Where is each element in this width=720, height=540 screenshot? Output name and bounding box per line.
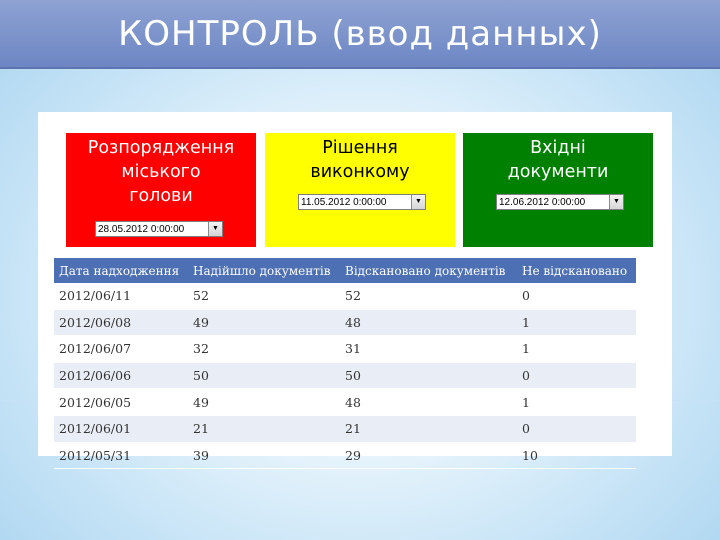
cell-not-scanned: 10: [522, 447, 538, 463]
table-row: [54, 310, 636, 337]
cell-not-scanned: 0: [522, 368, 530, 384]
cell-scanned: 48: [345, 314, 361, 330]
cell-date: 2012/06/05: [59, 394, 132, 410]
date-select-executive-decisions[interactable]: [298, 194, 426, 210]
box-label-line: міського: [121, 162, 201, 182]
box-label-line: голови: [129, 186, 193, 206]
cell-not-scanned: 0: [522, 421, 530, 437]
cell-not-scanned: 1: [522, 394, 530, 410]
date-select-value: 28.05.2012 0:00:00: [98, 224, 185, 235]
cell-date: 2012/05/31: [59, 447, 132, 463]
column-header-date[interactable]: Дата надходження: [59, 263, 180, 278]
content-panel: [38, 112, 672, 463]
box-label-line: документи: [507, 162, 609, 182]
box-label: [463, 133, 653, 184]
box-incoming-documents: [463, 133, 653, 247]
column-header-received[interactable]: Надійшло документів: [193, 263, 331, 278]
cell-received: 49: [193, 314, 209, 330]
box-label-line: Розпорядження: [87, 138, 235, 158]
cell-received: 32: [193, 341, 209, 357]
page-title: КОНТРОЛЬ (ввод данных): [118, 13, 602, 54]
cell-date: 2012/06/11: [59, 288, 132, 304]
box-label-line: виконкому: [310, 162, 410, 182]
cell-not-scanned: 1: [522, 314, 530, 330]
table-header: [54, 258, 636, 283]
cell-received: 50: [193, 368, 209, 384]
table-row: [54, 283, 636, 310]
chevron-down-icon[interactable]: ▼: [609, 195, 623, 209]
date-select-value: 11.05.2012 0:00:00: [301, 197, 387, 208]
cell-not-scanned: 1: [522, 341, 530, 357]
cell-scanned: 50: [345, 368, 361, 384]
box-label: [66, 133, 256, 208]
cell-date: 2012/06/06: [59, 368, 132, 384]
chevron-down-icon[interactable]: ▼: [208, 222, 222, 236]
table-row: [54, 416, 636, 443]
table-row: [54, 443, 636, 470]
cell-received: 21: [193, 421, 209, 437]
cell-scanned: 31: [345, 341, 361, 357]
box-label-line: Рішення: [322, 138, 398, 158]
cell-scanned: 52: [345, 288, 361, 304]
column-header-not-scanned[interactable]: Не відскановано: [522, 263, 628, 278]
cell-received: 39: [193, 447, 209, 463]
chevron-down-icon[interactable]: ▼: [411, 195, 425, 209]
cell-not-scanned: 0: [522, 288, 530, 304]
cell-scanned: 29: [345, 447, 361, 463]
date-select-incoming-documents[interactable]: [496, 194, 624, 210]
cell-received: 52: [193, 288, 209, 304]
box-mayor-orders: [66, 133, 256, 247]
table-row: [54, 336, 636, 363]
cell-date: 2012/06/08: [59, 314, 132, 330]
box-label-line: Вхідні: [530, 138, 586, 158]
cell-scanned: 48: [345, 394, 361, 410]
column-header-scanned[interactable]: Відскановано документів: [345, 263, 506, 278]
table-row: [54, 389, 636, 416]
table-row: [54, 363, 636, 390]
documents-table: [54, 258, 636, 469]
box-label: [265, 133, 455, 184]
date-select-mayor-orders[interactable]: [95, 221, 223, 237]
cell-received: 49: [193, 394, 209, 410]
cell-date: 2012/06/01: [59, 421, 132, 437]
cell-scanned: 21: [345, 421, 361, 437]
cell-date: 2012/06/07: [59, 341, 132, 357]
date-select-value: 12.06.2012 0:00:00: [499, 197, 586, 208]
title-bar: [0, 0, 720, 69]
box-executive-decisions: [265, 133, 455, 247]
